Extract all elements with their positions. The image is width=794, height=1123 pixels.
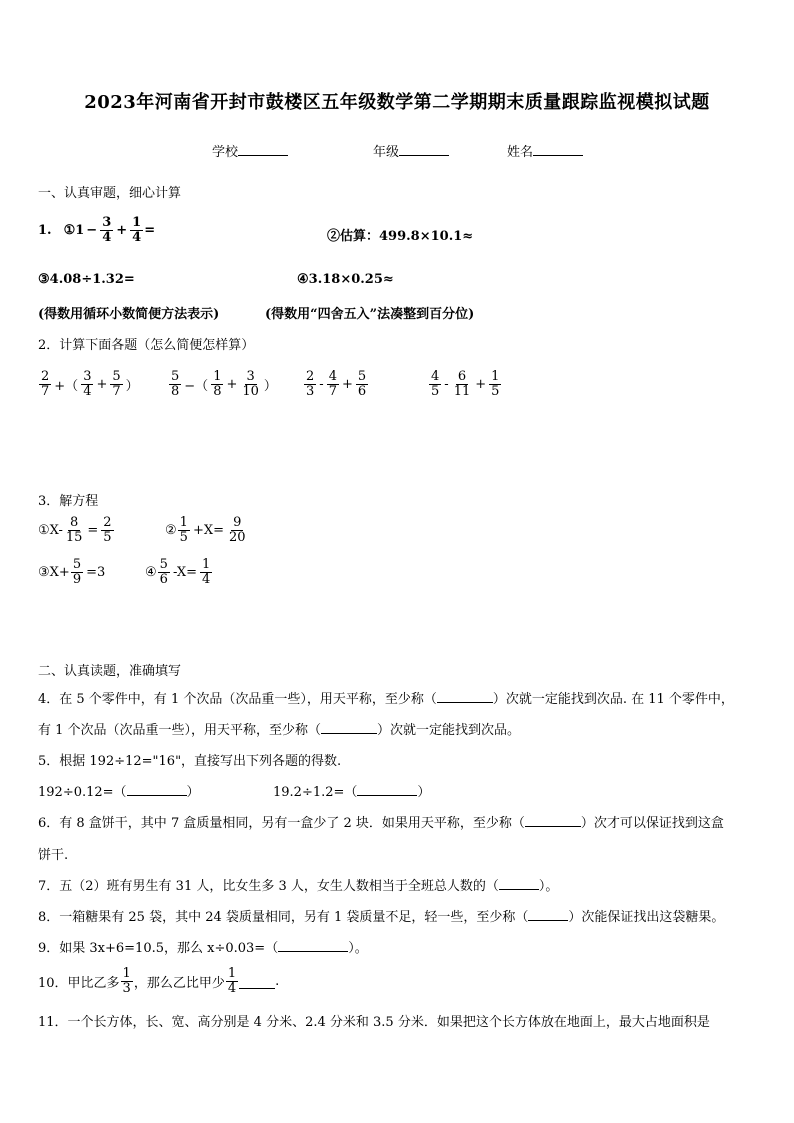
- frac-den: 6: [159, 571, 168, 587]
- q2-expr-1: [38, 370, 141, 398]
- frac: [327, 370, 339, 398]
- q7-text: 7．五（2）班有男生有 31 人，比女生多 3 人，女生人数相当于全班总人数的（: [38, 879, 499, 894]
- q7-text: ）。: [538, 879, 559, 894]
- frac-num: 4: [328, 369, 337, 384]
- q4-blank-2[interactable]: [321, 721, 377, 734]
- q10-text: ，那么乙比甲少: [133, 975, 225, 991]
- operator: -: [444, 376, 449, 392]
- frac: [81, 370, 93, 398]
- frac-den: 5: [431, 383, 440, 399]
- q1-part-c: ③4.08÷1.32=: [38, 272, 135, 287]
- frac: [178, 516, 190, 544]
- q5b-blank[interactable]: [357, 783, 417, 796]
- frac-den: 4: [202, 571, 211, 587]
- frac-num: 1: [122, 966, 131, 981]
- frac-den: 5: [491, 383, 500, 399]
- q1-number: 1.: [38, 222, 52, 238]
- frac-den: 5: [103, 529, 112, 545]
- q11: 11．一个长方体，长、宽、高分别是 4 分米、2.4 分米和 3.5 分米．如果把这个长方体放在地面上，最大占地面积是: [38, 1015, 710, 1030]
- q10-text: 10．甲比乙多: [38, 975, 120, 991]
- frac-num: 5: [72, 557, 82, 572]
- q3-eq-3: [38, 558, 107, 586]
- frac: [304, 370, 316, 398]
- frac: [200, 558, 212, 586]
- grade-label: 年级: [373, 145, 400, 160]
- q6-text: ）次才可以保证找到这盒: [580, 816, 724, 831]
- q4-text: 4．在 5 个零件中，有 1 个次品（次品重一些），用天平称，至少称（: [38, 692, 437, 707]
- eq-prefix: ③X+: [38, 564, 70, 580]
- frac-den: 8: [171, 383, 180, 399]
- q5-b: [273, 781, 430, 800]
- q3-eq-2: [165, 516, 249, 544]
- frac-num: 1: [179, 515, 188, 530]
- q3-text: 3．解方程: [38, 494, 99, 509]
- q1a-frac1: [100, 216, 113, 244]
- frac: [240, 370, 261, 398]
- frac-num: 1: [227, 966, 237, 981]
- q2-text: 2．计算下面各题（怎么简便怎样算）: [38, 338, 255, 353]
- q1a-frac2: [130, 216, 143, 244]
- q1a-minus: −: [86, 222, 98, 238]
- frac: [39, 370, 51, 398]
- frac: [211, 370, 223, 398]
- q5b-text: 19.2÷1.2=（: [273, 785, 358, 800]
- frac-den: 4: [83, 383, 92, 399]
- frac: [110, 370, 122, 398]
- frac-num: 3: [246, 369, 255, 384]
- operator: −（: [184, 378, 209, 394]
- q1-note-c: (得数用循环小数简便方法表示): [38, 307, 220, 322]
- eq-prefix: ④: [145, 564, 157, 580]
- q9-blank[interactable]: [278, 939, 348, 952]
- frac: [64, 516, 85, 544]
- q1-part-d: ④3.18×0.25≈: [297, 272, 394, 287]
- operator: ）: [263, 378, 277, 394]
- frac: [71, 558, 83, 586]
- frac-num: 5: [357, 369, 367, 384]
- frac-den: 11: [453, 383, 471, 399]
- q8-text: ）次能保证找出这袋糖果。: [568, 910, 725, 925]
- frac-num: 5: [112, 369, 121, 384]
- operator: +（: [54, 378, 79, 394]
- q1a-plus: +: [116, 222, 128, 238]
- section2-heading: 二、认真读题，准确填写: [38, 664, 182, 679]
- frac-den: 3: [122, 980, 131, 996]
- frac-den: 7: [328, 383, 337, 399]
- frac-den: 4: [102, 229, 112, 245]
- q5-text: 5．根据 192÷12="16"，直接写出下列各题的得数.: [38, 754, 342, 769]
- frac: [489, 370, 501, 398]
- frac-den: 4: [132, 229, 142, 245]
- q2-expr-2: [168, 370, 279, 398]
- operator: =3: [86, 564, 106, 580]
- q8: [38, 906, 724, 925]
- q7: [38, 875, 558, 894]
- operator: +: [475, 376, 487, 392]
- name-blank[interactable]: [533, 143, 583, 156]
- operator: -X=: [172, 564, 198, 580]
- operator: +: [341, 376, 353, 392]
- school-label: 学校: [212, 145, 239, 160]
- frac: [226, 967, 238, 995]
- frac-den: 9: [72, 571, 82, 587]
- frac-num: 8: [69, 515, 79, 530]
- frac-num: 1: [202, 557, 211, 572]
- q3-eq-1: [38, 516, 115, 544]
- frac: [158, 558, 170, 586]
- grade-blank[interactable]: [399, 143, 449, 156]
- frac-num: 9: [233, 515, 242, 530]
- frac: [227, 516, 248, 544]
- frac-den: 10: [242, 383, 259, 399]
- operator: +: [96, 376, 108, 392]
- q2-expr-3: [303, 370, 369, 398]
- operator: +X=: [192, 522, 224, 538]
- q9-text: 9．如果 3x+6=10.5，那么 x÷0.03=（: [38, 941, 279, 956]
- q4-line1: [38, 688, 734, 707]
- q8-text: 8．一箱糖果有 25 袋，其中 24 袋质量相同，另有 1 袋质量不足，轻一些，至少称（: [38, 910, 529, 925]
- school-blank[interactable]: [238, 143, 288, 156]
- q9-text: ）。: [348, 941, 368, 956]
- q4-text: ）次就一定能找到次品。: [377, 723, 521, 738]
- frac-den: 3: [306, 383, 315, 399]
- q1a-label: ①1: [63, 222, 85, 238]
- frac-num: 4: [431, 369, 440, 384]
- q5a-blank[interactable]: [127, 783, 187, 796]
- section1-heading: 一、认真审题，细心计算: [38, 186, 182, 201]
- frac: [101, 516, 113, 544]
- q1a-eq: =: [144, 222, 156, 238]
- frac-num: 5: [159, 557, 168, 572]
- q4-text: 有 1 个次品（次品重一些），用天平称，至少称（: [38, 723, 322, 738]
- q1-part-a: [38, 216, 155, 244]
- q5a-text: 192÷0.12=（: [38, 785, 127, 800]
- frac-den: 7: [112, 383, 121, 399]
- grade-field[interactable]: [373, 141, 449, 160]
- frac-num: 6: [457, 369, 467, 384]
- q6-blank[interactable]: [525, 814, 581, 827]
- name-label: 姓名: [507, 145, 534, 160]
- frac-den: 6: [357, 383, 367, 399]
- frac-den: 15: [65, 529, 83, 545]
- operator: ）: [125, 378, 139, 394]
- frac: [429, 370, 441, 398]
- operator: -: [319, 376, 324, 392]
- q6-line2: 饼干.: [38, 848, 69, 863]
- frac-num: 3: [102, 215, 112, 230]
- operator: =: [87, 522, 99, 538]
- eq-prefix: ①X-: [38, 522, 63, 538]
- q8-blank[interactable]: [528, 908, 568, 921]
- name-field[interactable]: [507, 141, 583, 160]
- frac-den: 20: [228, 529, 246, 545]
- q1-note-d: (得数用“四舍五入”法凑整到百分位): [265, 307, 475, 322]
- q4-text: ）次就一定能找到次品. 在 11 个零件中，: [492, 692, 734, 707]
- q6-text: 6．有 8 盒饼干，其中 7 盒质量相同，另有一盒少了 2 块．如果用天平称，至少称（: [38, 816, 525, 831]
- q4-line2: [38, 719, 520, 738]
- q3-eq-4: [145, 558, 213, 586]
- q1-part-b: ②估算：499.8×10.1≈: [327, 229, 474, 244]
- frac-num: 1: [491, 369, 500, 384]
- frac-num: 1: [213, 369, 222, 384]
- q10-blank[interactable]: [239, 976, 275, 989]
- q10: [38, 967, 279, 995]
- q9: [38, 937, 368, 956]
- frac-num: 5: [171, 369, 180, 384]
- frac: [356, 370, 368, 398]
- q5-a: [38, 781, 200, 800]
- frac-num: 2: [103, 515, 112, 530]
- frac-den: 8: [213, 383, 222, 399]
- q2-expr-4: [428, 370, 502, 398]
- frac-den: 4: [227, 980, 237, 996]
- frac-den: 7: [41, 383, 50, 399]
- q4-blank-1[interactable]: [437, 690, 493, 703]
- paren: ）: [186, 785, 200, 800]
- frac: [452, 370, 473, 398]
- frac: [121, 967, 133, 995]
- page-title: 2023年河南省开封市鼓楼区五年级数学第二学期期末质量跟踪监视模拟试题: [84, 92, 710, 113]
- paren: ）: [417, 785, 431, 800]
- eq-prefix: ②: [165, 522, 177, 538]
- frac-den: 5: [179, 529, 188, 545]
- frac-num: 3: [83, 369, 92, 384]
- frac-num: 1: [132, 215, 142, 230]
- operator: +: [226, 376, 238, 392]
- q7-blank[interactable]: [499, 877, 539, 890]
- q10-text: .: [275, 973, 280, 989]
- school-field[interactable]: [212, 141, 288, 160]
- frac-num: 2: [306, 369, 315, 384]
- frac-num: 2: [41, 369, 50, 384]
- frac: [169, 370, 181, 398]
- q6-line1: [38, 812, 724, 831]
